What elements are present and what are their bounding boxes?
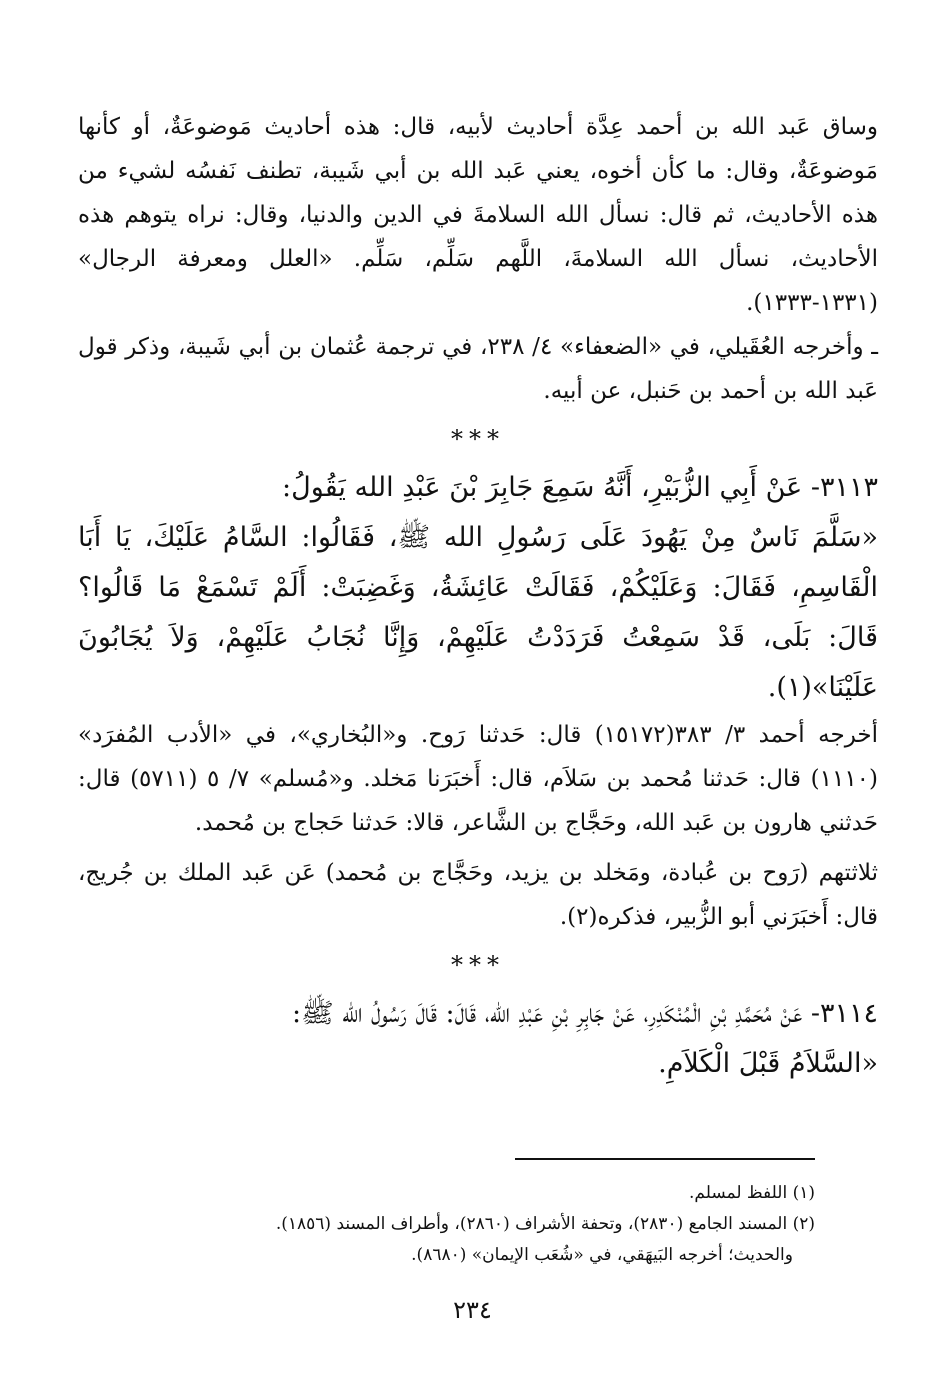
hadith-3114-text: «السَّلاَمُ قَبْلَ الْكَلاَمِ. xyxy=(658,1048,878,1079)
page-body xyxy=(78,105,878,1089)
footnotes xyxy=(90,1178,815,1271)
footnote-divider xyxy=(515,1158,815,1160)
hadith-3113-chain: ثلاثتهم (رَوح بن عُبادة، ومَخلد بن يزيد، وحَجَّاج بن مُحمد) عَن عَبد الملك بن جُريج، قال: أَخبَرَني أبو الزُّبير، فذكره(٢). xyxy=(78,860,878,930)
page-number: ٢٣٤ xyxy=(453,1296,492,1324)
footnote-2-continued: والحديث؛ أخرجه البَيهَقي، في «شُعَب الإيمان» (٨٦٨٠). xyxy=(411,1245,793,1265)
paragraph-2: ـ وأخرجه العُقَيلي، في «الضعفاء» ٤/ ٢٣٨، في ترجمة عُثمان بن أبي شَيبة، وذكر قول عَبد الله بن أحمد بن حَنبل، عن أبيه. xyxy=(78,334,879,404)
hadith-3113-text: «سَلَّمَ نَاسٌ مِنْ يَهُودَ عَلَى رَسُولِ الله ﷺ، فَقَالُوا: السَّامُ عَلَيْكَ، يَا أَبَا الْقَاسِمِ، فَقَالَ: وَعَلَيْكُمْ، فَقَالَتْ عَائِشَةُ، وَغَضِبَتْ: أَلَمْ تَسْمَعْ مَا قَالُوا؟ قَالَ: بَلَى، قَدْ سَمِعْتُ فَرَدَدْتُ عَلَيْهِمْ، وَإِنَّا نُجَابُ عَلَيْهِمْ، وَلاَ يُجَابُونَ عَلَيْنَا»(١). xyxy=(78,522,878,703)
hadith-3114-intro: ٣١١٤- عَنْ مُحَمَّدِ بْنِ الْمُنْكَدِرِ، عَنْ جَابِرِ بْنِ عَبْدِ الله، قَالَ: قَالَ رَسُولُ الله ﷺ: xyxy=(291,998,878,1029)
hadith-3113-takhrij: أخرجه أحمد ٣/ ٣٨٣(١٥١٧٢) قال: حَدثنا رَوح. و«البُخاري»، في «الأدب المُفرَد» (١١١٠) قال: حَدثنا مُحمد بن سَلاَم، قال: أَخبَرَنا مَخلد. و«مُسلم» ٧/ ٥ (٥٧١١) قال: حَدثني هارون بن عَبد الله، وحَجَّاج بن الشَّاعر، قالا: حَدثنا حَجاج بن مُحمد. xyxy=(78,722,879,836)
hadith-3113-intro: ٣١١٣- عَنْ أَبِي الزُّبَيْرِ، أَنَّهُ سَمِعَ جَابِرَ بْنَ عَبْدِ الله يَقُولُ: xyxy=(282,472,878,503)
section-separator: *** xyxy=(451,425,505,453)
paragraph-1: وساق عَبد الله بن أحمد عِدَّة أحاديث لأبيه، قال: هذه أحاديث مَوضوعَةٌ، أو كأنها مَوضوعَةٌ، وقال: ما كأن أخوه، يعني عَبد الله بن أبي شَيبة، تطنف نَفسُه لشيء من هذه الأحاديث، ثم قال: نسأل الله السلامةَ في الدين والدنيا، وقال: نراه يتوهم هذه الأحاديث، نسأل الله السلامةَ، اللَّهم سَلِّم، سَلِّم. «العلل ومعرفة الرجال» (١٣٣١-١٣٣٣). xyxy=(78,114,878,316)
footnote-2: (٢) المسند الجامع (٢٨٣٠)، وتحفة الأشراف (٢٨٦٠)، وأطراف المسند (١٨٥٦). xyxy=(275,1214,815,1234)
section-separator: *** xyxy=(451,951,505,979)
footnote-1: (١) اللفظ لمسلم. xyxy=(688,1183,815,1203)
